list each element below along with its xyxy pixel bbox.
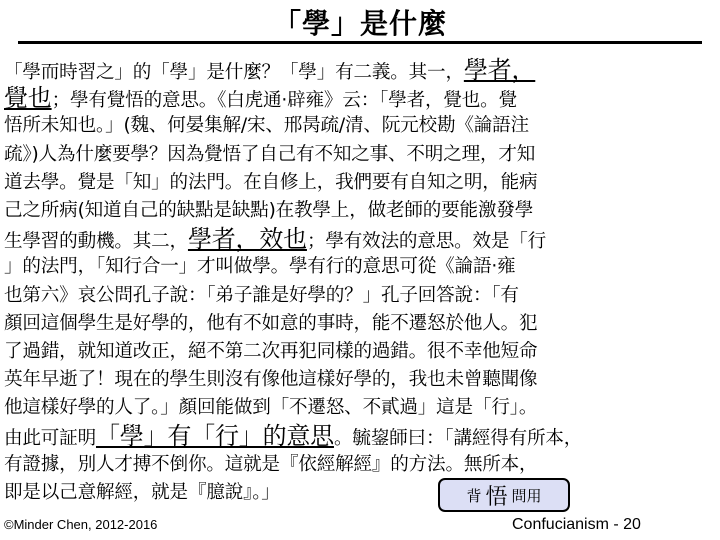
emphasis-text: 「學」有「行」的意思 xyxy=(95,422,334,451)
text-line: 」的法門，「知行合一」才叫做學。學有行的意思可從《論語‧雍 xyxy=(4,256,516,278)
text-line: 由此可証明「學」有「行」的意思。毓鋆師曰：「講經得有所本， xyxy=(4,422,583,451)
text-line: 覺也；學有覺悟的意思。《白虎通‧辟雍》云：「學者，覺也。覺 xyxy=(4,84,517,113)
text-line: 了過錯，就知道改正，絕不第二次再犯同樣的過錯。很不幸他短命 xyxy=(4,340,538,362)
nav-left-label: 背 xyxy=(466,486,482,505)
nav-button[interactable] xyxy=(438,478,570,512)
text-line: 即是以己意解經，就是『臆說』。」 xyxy=(4,481,280,503)
text-line: 他這樣好學的人了。」顏回能做到「不遷怒、不貳過」這是「行」。 xyxy=(4,397,538,419)
nav-center-label: 悟 xyxy=(485,484,508,510)
slide-number: Confucianism - 20 xyxy=(512,516,641,533)
text-line: 「學而時習之」的「學」是什麼？「學」有二義。其一，學者， xyxy=(4,56,536,84)
emphasis-text: 學者， xyxy=(463,56,536,84)
text-line: 生學習的動機。其二，學者，效也；學有效法的意思。效是「行 xyxy=(4,225,547,254)
text-line: 也第六》哀公問孔子說：「弟子誰是好學的？」孔子回答說：「有 xyxy=(4,284,519,306)
emphasis-text: 學者，效也 xyxy=(187,225,307,254)
text-line: 有證據，別人才搏不倒你。這就是『依經解經』的方法。無所本， xyxy=(4,453,538,475)
copyright-text: ©Minder Chen, 2012-2016 xyxy=(4,517,158,532)
text-line: 道去學。覺是「知」的法門。在自修上，我們要有自知之明，能病 xyxy=(4,171,538,193)
emphasis-text: 覺也 xyxy=(4,84,52,113)
slide-title: 「學」是什麼 xyxy=(272,7,447,40)
nav-right-label: 問用 xyxy=(511,486,542,505)
text-line: 悟所未知也。」(魏、何晏集解/宋、邢昺疏/清、阮元校勘《論語注 xyxy=(4,115,529,137)
text-line: 顏回這個學生是好學的，他有不如意的事時，能不遷怒於他人。犯 xyxy=(4,312,538,334)
text-line: 己之所病(知道自己的缺點是缺點)在教學上，做老師的要能激發學 xyxy=(4,199,534,221)
text-line: 英年早逝了！現在的學生則沒有像他這樣好學的，我也未曾聽聞像 xyxy=(4,369,538,391)
title-divider xyxy=(18,41,702,44)
text-line: 疏》)人為什麼要學？因為覺悟了自己有不知之事、不明之理，才知 xyxy=(4,143,536,165)
body-text xyxy=(4,56,716,507)
